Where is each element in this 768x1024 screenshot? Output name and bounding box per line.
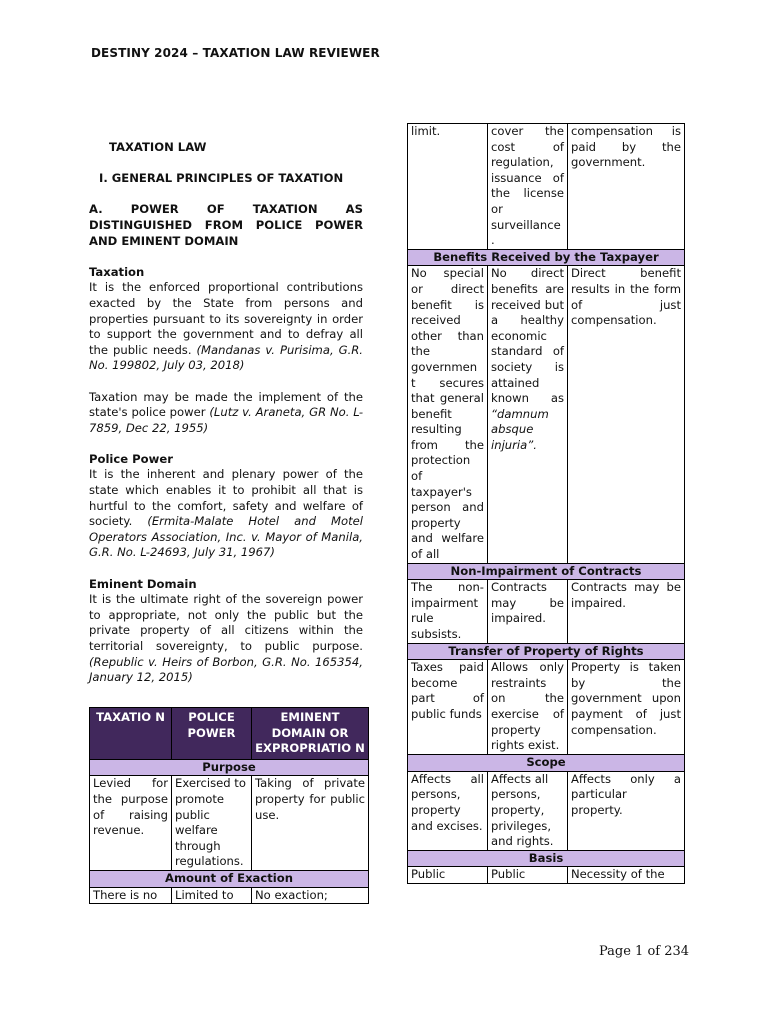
column-header-taxation: TAXATIO N bbox=[90, 708, 172, 760]
band-basis: Basis bbox=[408, 850, 685, 867]
cell-basis-eminent: Necessity of the bbox=[568, 867, 685, 884]
cell-basis-taxation: Public bbox=[408, 867, 488, 884]
section-heading: I. GENERAL PRINCIPLES OF TAXATION bbox=[99, 171, 344, 186]
column-header-eminent-domain: EMINENT DOMAIN OR EXPROPRIATIO N bbox=[252, 708, 369, 760]
benefits-police-latin: “damnum absque injuria”. bbox=[491, 406, 549, 452]
taxation-definition bbox=[89, 280, 363, 374]
table-row bbox=[408, 660, 685, 755]
police-citation: (Ermita-Malate Hotel and Motel Operators Association, Inc. v. Mayor of Manila, G.R. No. L-24693, July 31, 1967) bbox=[89, 514, 363, 560]
cell-scope-eminent: Affects only a particular property. bbox=[568, 771, 685, 850]
cell-nonimpair-eminent: Contracts may be impaired. bbox=[568, 580, 685, 643]
cell-amount-taxation: There is no bbox=[90, 887, 172, 904]
cell-benefits-eminent: Direct benefit results in the form of just compensation. bbox=[568, 266, 685, 563]
taxation2-text: Taxation may be made the implement of the state's police power bbox=[89, 389, 363, 420]
cell-amount-cont-eminent: compensation is paid by the government. bbox=[568, 124, 685, 250]
cell-amount-cont-taxation: limit. bbox=[408, 124, 488, 250]
band-scope: Scope bbox=[408, 755, 685, 772]
table-row bbox=[408, 771, 685, 850]
band-amount-of-exaction: Amount of Exaction bbox=[90, 870, 369, 887]
table-row bbox=[90, 776, 369, 871]
cell-purpose-eminent: Taking of private property for public use. bbox=[252, 776, 369, 871]
benefits-police-text: No direct benefits are received but a healthy economic standard of society is attained known as bbox=[491, 266, 564, 406]
table-row bbox=[408, 266, 685, 563]
comparison-table-part1 bbox=[89, 707, 369, 904]
table-row bbox=[408, 124, 685, 250]
column-header-police-power: POLICE POWER bbox=[172, 708, 252, 760]
cell-purpose-taxation: Levied for the purpose of raising revenue. bbox=[90, 776, 172, 871]
eminent-text: It is the ultimate right of the sovereign power to appropriate, not only the public but the private property of all citizens within the territorial sovereignty, to public purpose. bbox=[89, 592, 363, 653]
cell-purpose-police: Exercised to promote public welfare through regulations. bbox=[172, 776, 252, 871]
cell-transfer-eminent: Property is taken by the government upon payment of just compensation. bbox=[568, 660, 685, 755]
doc-title: TAXATION LAW bbox=[109, 140, 207, 154]
band-non-impairment: Non-Impairment of Contracts bbox=[408, 563, 685, 580]
police-power-definition bbox=[89, 467, 363, 561]
cell-scope-taxation: Affects all persons, property and excises. bbox=[408, 771, 488, 850]
taxation-text: It is the enforced proportional contributions exacted by the State from persons and properties pursuant to its sovereignty in order to support the government and to defray all the public needs. bbox=[89, 280, 363, 357]
left-column bbox=[89, 140, 363, 686]
page-number: Page 1 of 234 bbox=[599, 944, 690, 959]
cell-nonimpair-taxation: The non-impairment rule subsists. bbox=[408, 580, 488, 643]
taxation-citation: (Mandanas v. Purisima, G.R. No. 199802, July 03, 2018) bbox=[89, 342, 363, 373]
comparison-table-part2 bbox=[407, 123, 685, 884]
taxation-police-implement bbox=[89, 390, 363, 437]
cell-amount-cont-police: cover the cost of regulation, issuance of the license or surveillance . bbox=[488, 124, 568, 250]
cell-amount-police: Limited to bbox=[172, 887, 252, 904]
band-benefits: Benefits Received by the Taxpayer bbox=[408, 249, 685, 266]
cell-nonimpair-police: Contracts may be impaired. bbox=[488, 580, 568, 643]
document-header: DESTINY 2024 – TAXATION LAW REVIEWER bbox=[91, 46, 380, 60]
subsection-heading: A. POWER OF TAXATION AS DISTINGUISHED FROM POLICE POWER AND EMINENT DOMAIN bbox=[89, 202, 363, 248]
cell-benefits-police bbox=[488, 266, 568, 563]
eminent-citation: (Republic v. Heirs of Borbon, G.R. No. 165354, January 12, 2015) bbox=[89, 654, 363, 685]
cell-benefits-taxation: No special or direct benefit is received other than the governmen t secures that general benefit resulting from the protection of taxpayer's person and property and welfare of all bbox=[408, 266, 488, 563]
eminent-domain-heading: Eminent Domain bbox=[89, 576, 197, 591]
band-purpose: Purpose bbox=[90, 759, 369, 776]
band-transfer-of-property: Transfer of Property of Rights bbox=[408, 643, 685, 660]
taxation-heading: Taxation bbox=[89, 264, 145, 279]
police-power-heading: Police Power bbox=[89, 451, 173, 466]
cell-basis-police: Public bbox=[488, 867, 568, 884]
table-row bbox=[408, 867, 685, 884]
cell-transfer-police: Allows only restraints on the exercise of property rights exist. bbox=[488, 660, 568, 755]
taxation2-citation: (Lutz v. Araneta, GR No. L-7859, Dec 22, 1955) bbox=[89, 405, 364, 435]
eminent-domain-definition bbox=[89, 592, 363, 686]
cell-scope-police: Affects all persons, property, privileges, and rights. bbox=[488, 771, 568, 850]
table-row bbox=[90, 887, 369, 904]
table-row bbox=[408, 580, 685, 643]
cell-amount-eminent: No exaction; bbox=[252, 887, 369, 904]
cell-transfer-taxation: Taxes paid become part of public funds bbox=[408, 660, 488, 755]
police-text: It is the inherent and plenary power of the state which enables it to prohibit all that is hurtful to the comfort, safety and welfare of society. bbox=[89, 467, 363, 529]
